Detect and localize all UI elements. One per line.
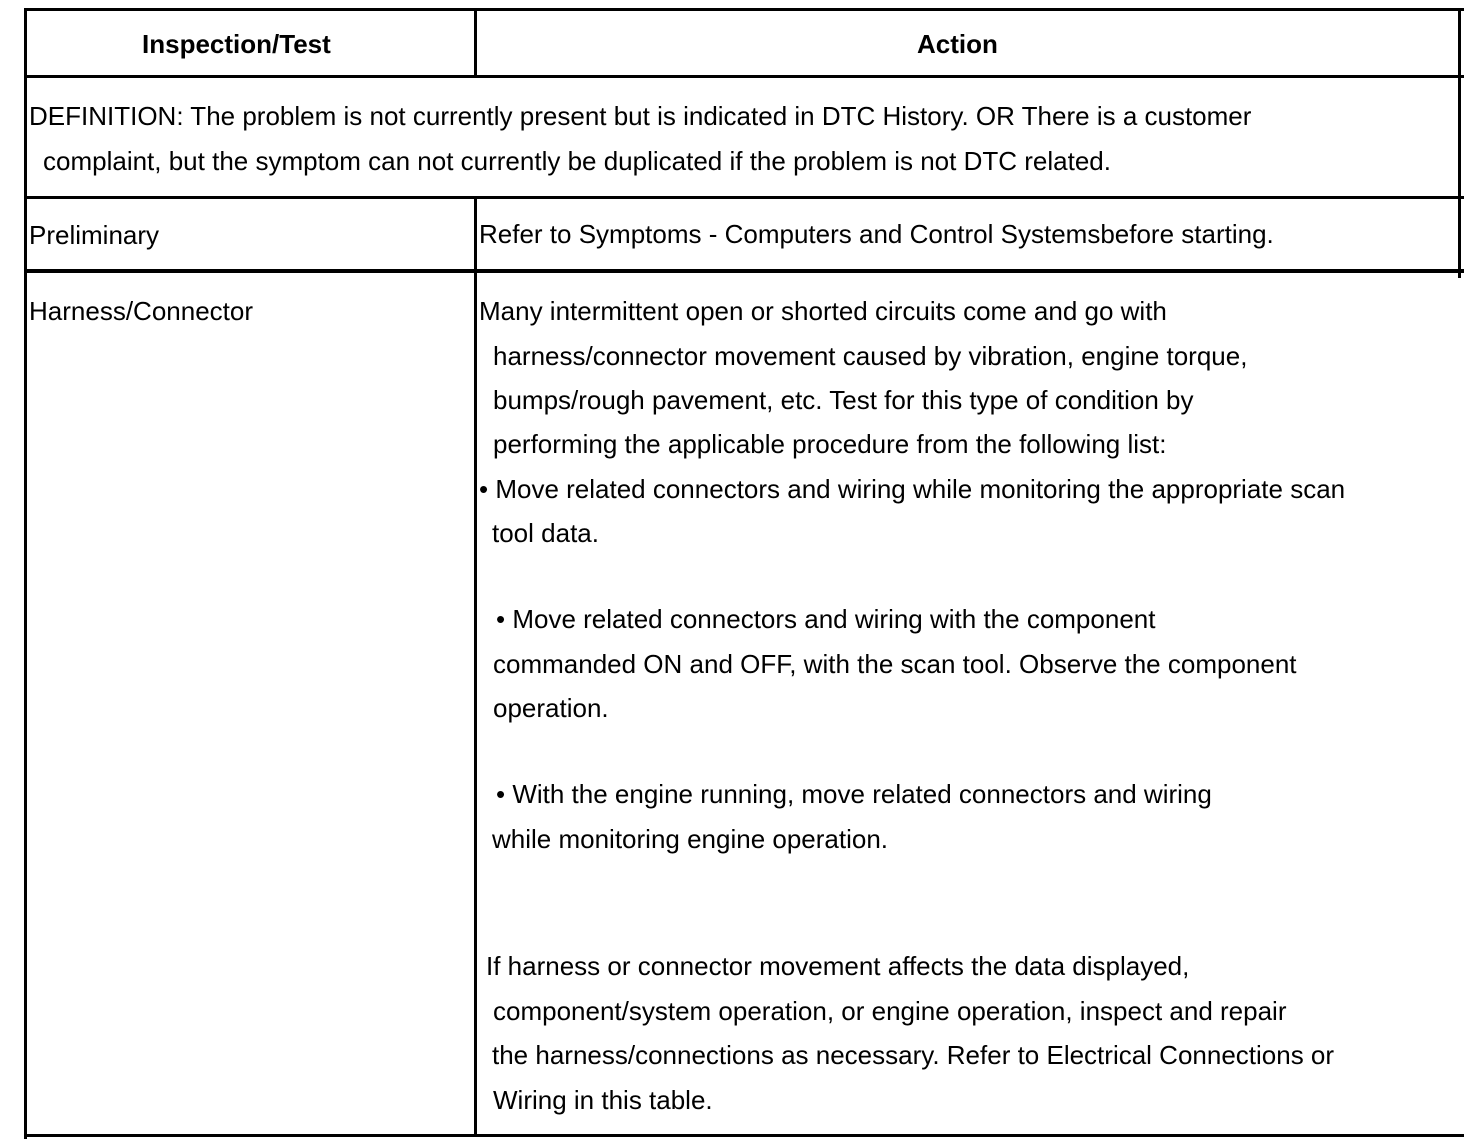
closing-line-1: If harness or connector movement affects the data displayed,: [486, 951, 1190, 981]
header-divider: [24, 75, 1464, 78]
table-border-right: [1458, 8, 1461, 278]
harness-label: Harness/Connector: [29, 296, 253, 326]
closing-line-2: component/system operation, or engine operation, inspect and repair: [493, 996, 1287, 1026]
bullet-3-line-1: • With the engine running, move related connectors and wiring: [496, 779, 1212, 809]
definition-line-2: complaint, but the symptom can not currently be duplicated if the problem is not DTC related.: [43, 146, 1111, 176]
table-border-bottom: [24, 1134, 1464, 1137]
column-divider-header: [474, 8, 477, 78]
header-action: Action: [917, 29, 998, 59]
harness-intro-line-2: harness/connector movement caused by vibration, engine torque,: [493, 341, 1248, 371]
closing-line-4: Wiring in this table.: [493, 1085, 713, 1115]
definition-line-1: DEFINITION: The problem is not currently present but is indicated in DTC History. OR There is a customer: [29, 101, 1252, 131]
closing-line-3: the harness/connections as necessary. Refer to Electrical Connections or: [492, 1040, 1335, 1070]
bullet-2-line-1: • Move related connectors and wiring with the component: [496, 604, 1156, 634]
bullet-2-line-2: commanded ON and OFF, with the scan tool. Observe the component: [493, 649, 1297, 679]
bullet-1-line-1: • Move related connectors and wiring while monitoring the appropriate scan: [479, 474, 1346, 504]
table-border-left: [24, 8, 27, 1139]
harness-intro-line-4: performing the applicable procedure from the following list:: [493, 429, 1167, 459]
harness-intro-line-1: Many intermittent open or shorted circuits come and go with: [479, 296, 1167, 326]
bullet-3-line-2: while monitoring engine operation.: [492, 824, 889, 854]
preliminary-action: Refer to Symptoms - Computers and Control Systemsbefore starting.: [479, 219, 1274, 249]
table-border-top: [24, 8, 1464, 11]
bullet-1-line-2: tool data.: [492, 518, 599, 548]
header-inspection-test: Inspection/Test: [142, 29, 331, 59]
column-divider-body: [474, 196, 477, 1137]
harness-intro-line-3: bumps/rough pavement, etc. Test for this type of condition by: [493, 385, 1194, 415]
definition-divider: [24, 196, 1464, 199]
bullet-2-line-3: operation.: [493, 693, 609, 723]
preliminary-label: Preliminary: [29, 220, 160, 250]
preliminary-divider: [24, 269, 1464, 273]
